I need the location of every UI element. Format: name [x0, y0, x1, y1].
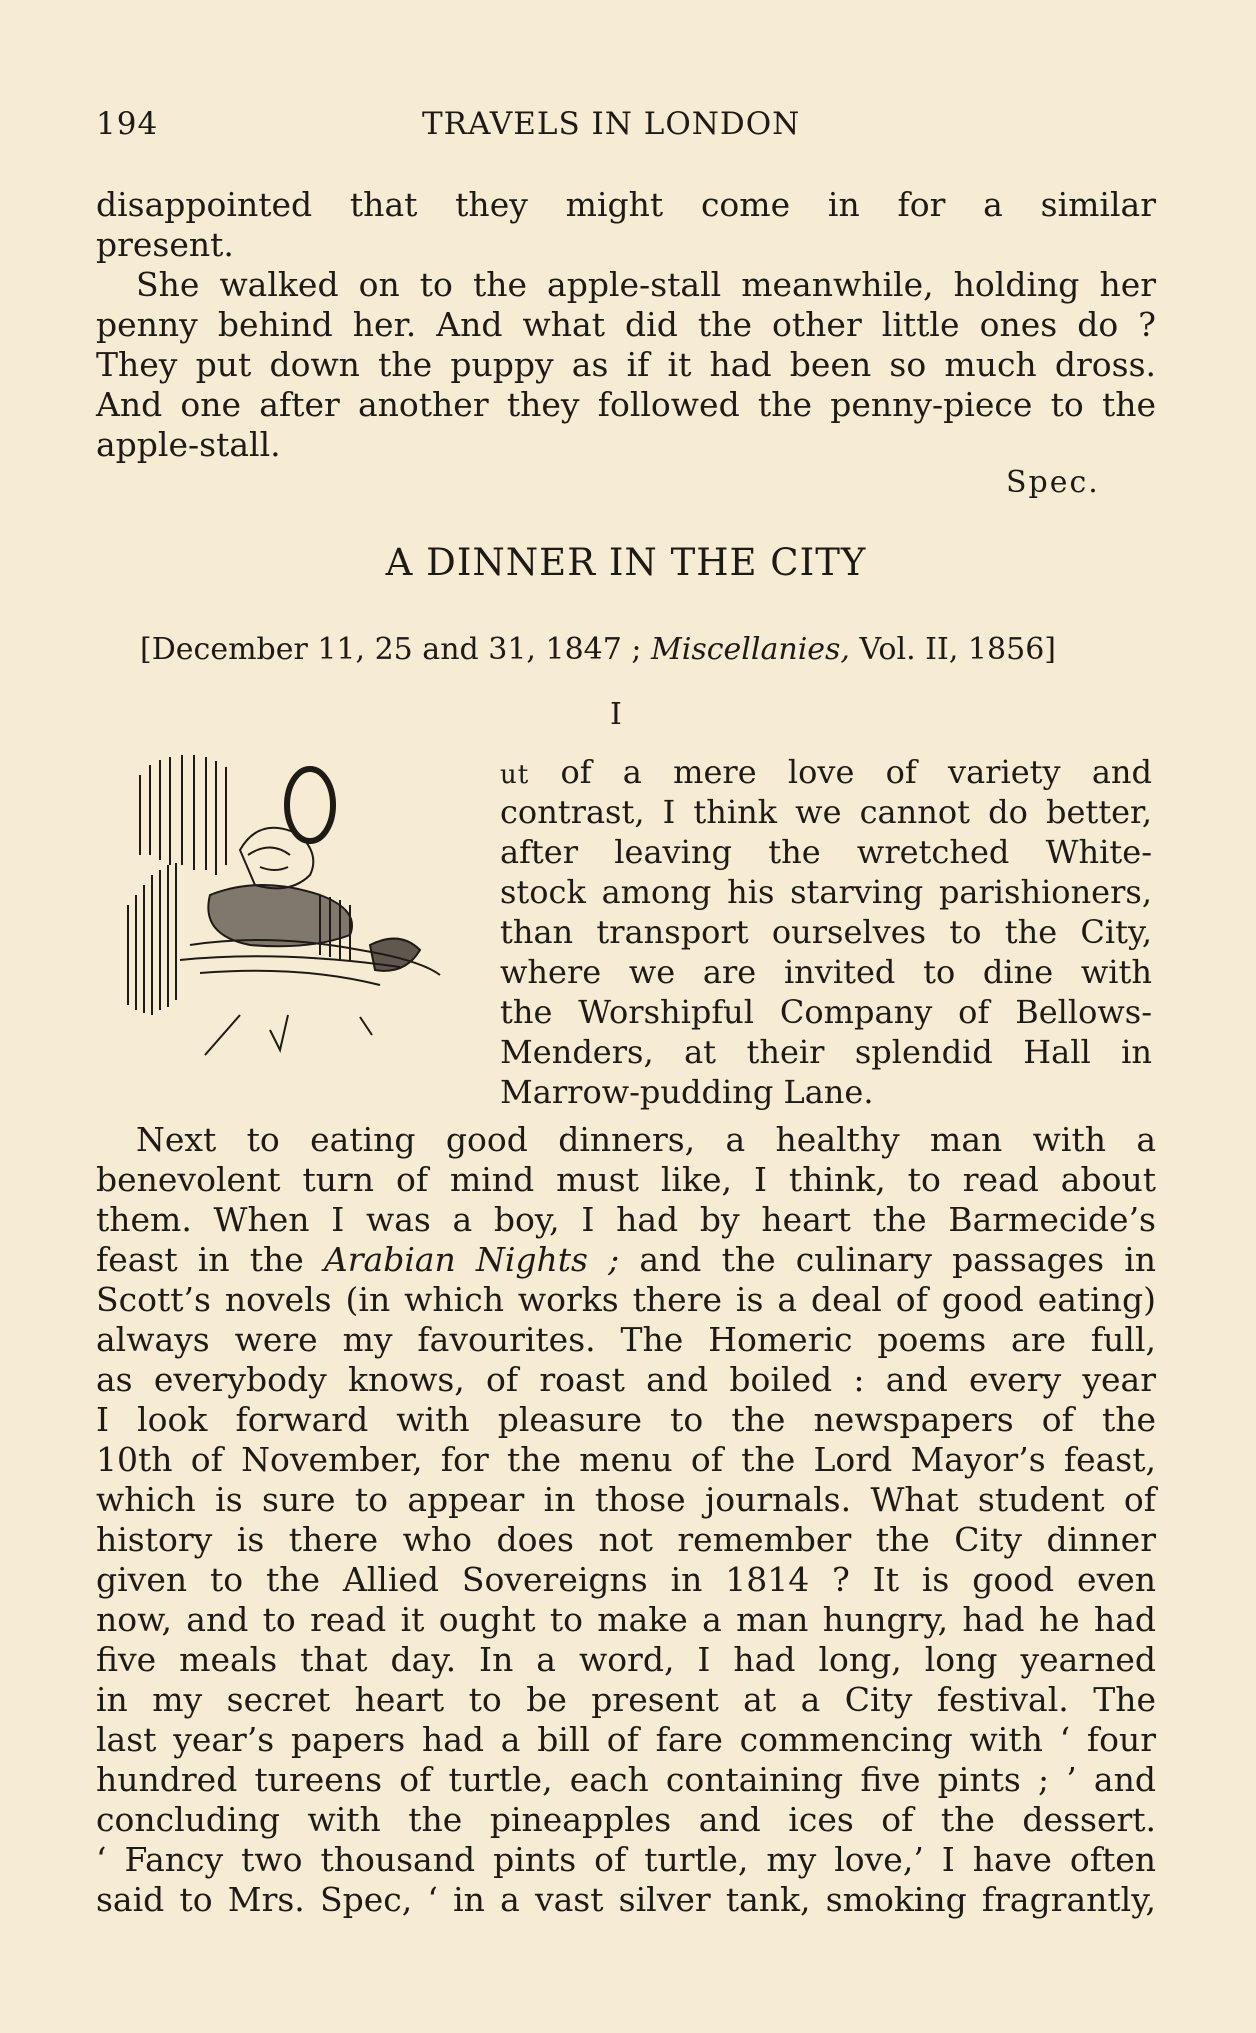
text-fragment: feast in the [96, 1240, 324, 1279]
text-line [500, 752, 1152, 792]
continued-paragraph [96, 185, 1156, 465]
text-line: them. When I was a boy, I had by heart the Barmecide’s [96, 1200, 1156, 1239]
text-line: always were my favourites. The Homeric poems are full, [96, 1320, 1156, 1359]
dropcap-small-caps: ut [500, 760, 530, 790]
text-line: in my secret heart to be present at a City festival. The [96, 1680, 1156, 1719]
text-line: concluding with the pineapples and ices of the dessert. [96, 1800, 1156, 1839]
text-line: history is there who does not remember the City dinner [96, 1520, 1156, 1559]
text-line: disappointed that they might come in for a similar [96, 185, 1156, 224]
text-line: And one after another they followed the penny-piece to the [96, 385, 1156, 424]
text-line: hundred tureens of turtle, each containing five pints ; ’ and [96, 1760, 1156, 1799]
text-line: stock among his starving parishioners, [500, 873, 1152, 911]
text-line: Scott’s novels (in which works there is a deal of good eating) [96, 1280, 1156, 1319]
text-fragment: and the culinary passages in [619, 1240, 1156, 1279]
text-line: the Worshipful Company of Bellows- [500, 993, 1152, 1031]
page-header [96, 106, 1156, 150]
text-line: after leaving the wretched White- [500, 833, 1152, 871]
text-line: than transport ourselves to the City, [500, 913, 1152, 951]
text-line: They put down the puppy as if it had been so much dross. [96, 345, 1156, 384]
text-line: said to Mrs. Spec, ‘ in a vast silver tank, smoking fragrantly, [96, 1880, 1156, 1919]
text-line: as everybody knows, of roast and boiled : and every year [96, 1360, 1156, 1399]
text-line: penny behind her. And what did the other little ones do ? [96, 305, 1156, 344]
text-line [96, 1240, 1156, 1280]
text-line: benevolent turn of mind must like, I think, to read about [96, 1160, 1156, 1199]
text-line: last year’s papers had a bill of fare commencing with ‘ four [96, 1720, 1156, 1759]
dropcap-illustration [120, 745, 456, 1065]
text-line: present. [96, 225, 234, 264]
text-line: given to the Allied Sovereigns in 1814 ? It is good even [96, 1560, 1156, 1599]
text-line: She walked on to the apple-stall meanwhile, holding her [136, 265, 1156, 304]
text-line: five meals that day. In a word, I had long, long yearned [96, 1640, 1156, 1679]
book-title: Arabian Nights ; [323, 1240, 620, 1279]
body-paragraph [96, 1120, 1156, 1920]
text-line: I look forward with pleasure to the newspapers of the [96, 1400, 1156, 1439]
text-line: Marrow-pudding Lane. [500, 1073, 874, 1111]
author-signature: Spec. [1006, 465, 1100, 500]
running-title: TRAVELS IN LONDON [422, 106, 801, 142]
page-number: 194 [96, 106, 159, 142]
source-title: Miscellanies, [651, 632, 850, 667]
text-line: Next to eating good dinners, a healthy man with a [136, 1120, 1156, 1159]
source-citation [140, 632, 1056, 667]
text-line: Menders, at their splendid Hall in [500, 1033, 1152, 1071]
part-number: I [610, 697, 622, 732]
dropcap-first-line: of a mere love of variety and [529, 753, 1152, 791]
text-line: now, and to read it ought to make a man hungry, had he had [96, 1600, 1156, 1639]
chapter-title: A DINNER IN THE CITY [385, 541, 867, 584]
text-line: where we are invited to dine with [500, 953, 1152, 991]
source-date: [December 11, 25 and 31, 1847 ; [140, 632, 652, 667]
text-line: contrast, I think we cannot do better, [500, 793, 1152, 831]
text-line: 10th of November, for the menu of the Lord Mayor’s feast, [96, 1440, 1156, 1479]
source-volume: Vol. II, 1856] [849, 632, 1056, 667]
text-line: ‘ Fancy two thousand pints of turtle, my love,’ I have often [96, 1840, 1156, 1879]
text-line: apple-stall. [96, 425, 281, 464]
text-line: which is sure to appear in those journals. What student of [96, 1480, 1156, 1519]
dropcap-paragraph [500, 752, 1152, 1112]
